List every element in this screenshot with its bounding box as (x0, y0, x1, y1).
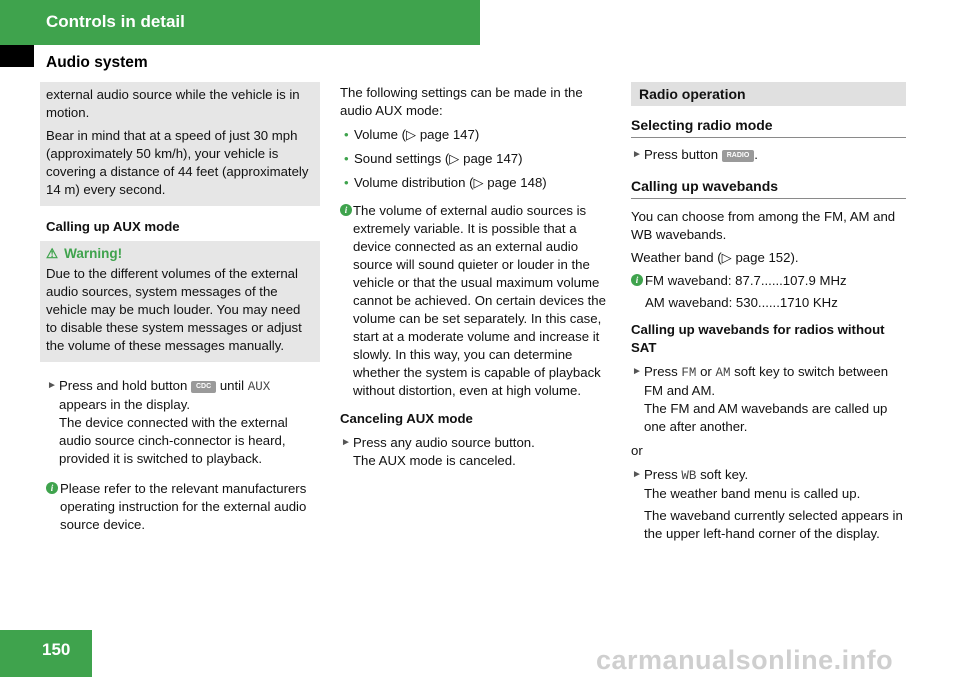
header-marker (0, 45, 34, 67)
radio-step: ► Press button RADIO . (632, 147, 758, 162)
chapter-title: Controls in detail (46, 12, 185, 31)
info-text: Please refer to the relevant manufacturers operating instruction for the external audio source device. (60, 481, 307, 532)
info-note (46, 480, 320, 534)
info-note (340, 202, 616, 400)
step-line-1: appears in the display. (59, 397, 190, 412)
warning-label: Warning! (64, 246, 123, 261)
intro-paragraph-2: Bear in mind that at a speed of just 30 mph (approximately 50 km/h), your vehicle is covering a distance of 44 feet (approximately 14 m) every second. (46, 128, 309, 197)
cancel-line-1: Press any audio source button. (353, 435, 535, 450)
bullet-item: • Volume distribution (▷ page 148) (344, 175, 547, 190)
settings-intro: The following settings can be made in the audio AUX mode: (340, 85, 583, 118)
step-line-3: The waveband currently selected appears in the upper left-hand corner of the display. (644, 508, 903, 541)
cancel-line-2: The AUX mode is canceled. (353, 453, 516, 468)
or-text: or (631, 443, 643, 458)
cancel-step (340, 434, 616, 470)
info-icon: i (340, 204, 352, 216)
weather-text: Weather band (▷ page 152). (631, 250, 799, 265)
warning-icon: ⚠ (46, 246, 59, 261)
step-text: Press button (644, 147, 719, 162)
step-until: until (219, 378, 245, 393)
warning-text: Due to the different volumes of the external audio sources, system messages of the vehicle may be much louder. You may need to disable these system messages or adjust the volume of these messages manually. (46, 266, 302, 353)
fm-am-step: ► Press FM or AM soft key to switch between FM and AM. The FM and AM wavebands are called up one after another. (631, 363, 906, 436)
bullet-item: • Volume (▷ page 147) (344, 127, 480, 142)
calling-aux-title: Calling up AUX mode (46, 219, 180, 234)
step-text: Press and hold button (59, 378, 188, 393)
warning-box (40, 241, 320, 362)
intro-box (40, 82, 320, 206)
column-2 (340, 84, 616, 470)
wb-step: ► Press WB soft key. The weather band menu is called up. The waveband currently selected appears in the upper left-hand corner of the display. (631, 466, 906, 543)
aux-display-text: AUX (247, 380, 271, 394)
bullet-item: • Sound settings (▷ page 147) (344, 151, 523, 166)
arrow-icon: ► (632, 366, 642, 377)
arrow-icon: ► (341, 437, 351, 448)
info-note (631, 272, 906, 312)
nosat-title: Calling up wavebands for radios without SAT (631, 322, 885, 355)
selecting-radio-title: Selecting radio mode (631, 116, 906, 138)
warning-heading (46, 245, 314, 263)
step-line-2: The device connected with the external audio source cinch-connector is heard, provided it is switched to playback. (59, 415, 288, 466)
radio-button[interactable]: RADIO (722, 150, 755, 162)
arrow-icon: ► (632, 469, 642, 480)
step-line-2: The weather band menu is called up. (644, 486, 861, 501)
intro-paragraph-1: external audio source while the vehicle is in motion. (46, 87, 300, 120)
info-icon: i (46, 482, 58, 494)
am-softkey[interactable]: AM (715, 366, 731, 380)
cancel-aux-title: Canceling AUX mode (340, 411, 473, 426)
arrow-icon: ► (632, 149, 642, 160)
wb-softkey[interactable]: WB (681, 469, 697, 483)
cdc-button[interactable]: CDC (191, 381, 216, 393)
wavebands-title: Calling up wavebands (631, 177, 906, 199)
section-title: Audio system (46, 54, 148, 71)
column-3 (631, 82, 906, 543)
info-icon: i (631, 274, 643, 286)
fm-softkey[interactable]: FM (681, 366, 697, 380)
am-range: AM waveband: 530......1710 KHz (645, 295, 838, 310)
step-line-2: The FM and AM wavebands are called up one after another. (644, 401, 888, 434)
aux-step (46, 377, 320, 468)
info-text: The volume of external audio sources is extremely variable. It is possible that a device connected as an external audio source will sound quieter or louder in the vehicle or that the usual maximum volume cannot be achieved. On certain devices the volume can be set separately. In this case, start at a moderate volume and increase it slowly. In this way, you can determine whether the system is capable of playback without distortion, even at high volume. (353, 203, 606, 398)
arrow-icon: ► (47, 380, 57, 391)
page-number: 150 (42, 640, 71, 659)
radio-operation-header: Radio operation (631, 82, 906, 106)
fm-range: FM waveband: 87.7......107.9 MHz (645, 273, 847, 288)
column-1 (40, 82, 320, 534)
watermark: carmanualsonline.info (596, 645, 894, 675)
wavebands-text: You can choose from among the FM, AM and WB wavebands. (631, 209, 896, 242)
